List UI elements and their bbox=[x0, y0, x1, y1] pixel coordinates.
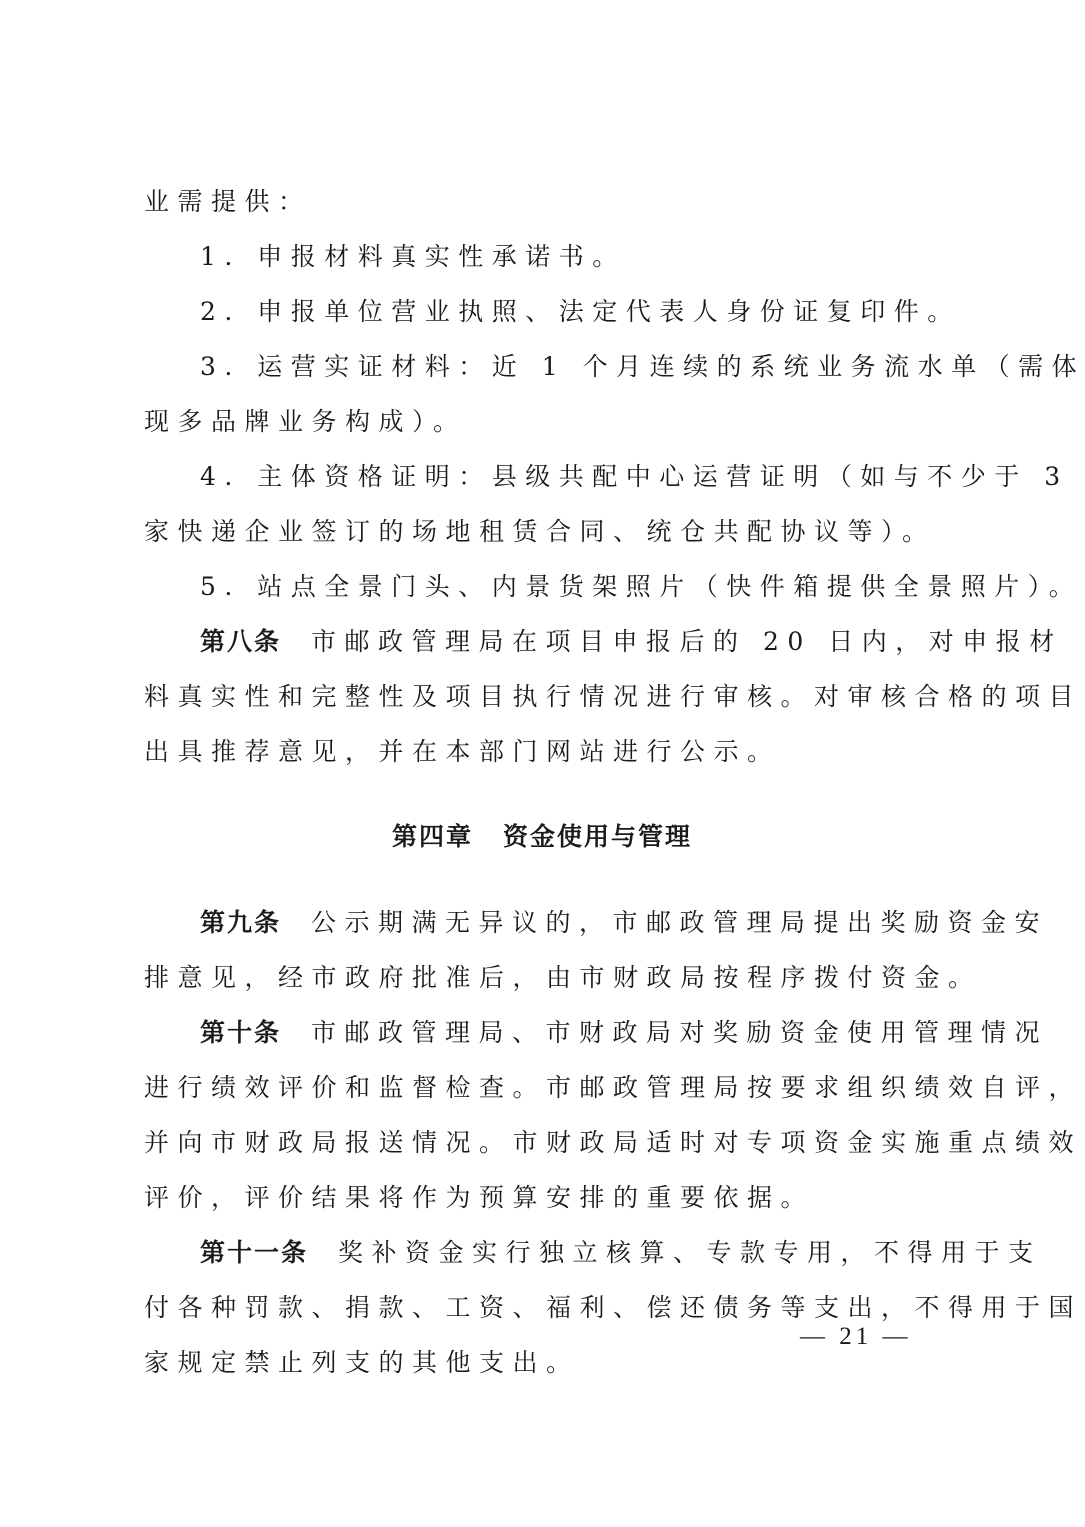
list-item-1: 1. 申报材料真实性承诺书。 bbox=[200, 242, 626, 271]
article-9-line-2: 排意见，经市政府批准后，由市财政局按程序拨付资金。 bbox=[144, 963, 982, 992]
article-10-line-3: 并向市财政局报送情况。市财政局适时对专项资金实施重点绩效 bbox=[144, 1128, 1083, 1157]
article-11-label: 第十一条 bbox=[200, 1238, 309, 1267]
article-9-line-1 bbox=[144, 895, 1049, 950]
article-11-text-1: 奖补资金实行独立核算、专款专用，不得用于支 bbox=[338, 1238, 1042, 1267]
article-8-line-1 bbox=[144, 614, 1063, 669]
article-11-line-2: 付各种罚款、捐款、工资、福利、偿还债务等支出，不得用于国 bbox=[144, 1293, 1083, 1322]
article-8-label: 第八条 bbox=[200, 627, 282, 656]
chapter-number: 第四章 bbox=[391, 822, 473, 851]
article-11-line-3: 家规定禁止列支的其他支出。 bbox=[144, 1348, 580, 1377]
list-item-3-line-1: 3. 运营实证材料：近 1 个月连续的系统业务流水单（需体 bbox=[200, 352, 1085, 381]
document-body bbox=[144, 174, 1085, 1390]
article-11-line-1 bbox=[144, 1225, 1042, 1280]
list-item-2: 2. 申报单位营业执照、法定代表人身份证复印件。 bbox=[200, 297, 961, 326]
list-item-5: 5. 站点全景门头、内景货架照片（快件箱提供全景照片）。 bbox=[200, 572, 1083, 601]
article-9-text-1: 公示期满无异议的，市邮政管理局提出奖励资金安 bbox=[311, 908, 1049, 937]
article-8-text-1: 市邮政管理局在项目申报后的 20 日内，对申报材 bbox=[311, 627, 1063, 656]
chapter-heading bbox=[144, 779, 940, 895]
article-10-label: 第十条 bbox=[200, 1018, 282, 1047]
article-8-line-3: 出具推荐意见，并在本部门网站进行公示。 bbox=[144, 737, 781, 766]
article-10-text-1: 市邮政管理局、市财政局对奖励资金使用管理情况 bbox=[311, 1018, 1049, 1047]
intro-line: 业需提供： bbox=[144, 187, 312, 216]
page-number: — 21 — bbox=[800, 1323, 912, 1350]
article-10-line-1 bbox=[144, 1005, 1049, 1060]
list-item-4-line-2: 家快递企业签订的场地租赁合同、统仓共配协议等）。 bbox=[144, 517, 936, 546]
chapter-title: 资金使用与管理 bbox=[503, 822, 693, 851]
article-9-label: 第九条 bbox=[200, 908, 282, 937]
article-8-line-2: 料真实性和完整性及项目执行情况进行审核。对审核合格的项目 bbox=[144, 682, 1083, 711]
list-item-4-line-1: 4. 主体资格证明：县级共配中心运营证明（如与不少于 3 bbox=[200, 462, 1069, 491]
list-item-3-line-2: 现多品牌业务构成）。 bbox=[144, 407, 467, 436]
article-10-line-4: 评价，评价结果将作为预算安排的重要依据。 bbox=[144, 1183, 815, 1212]
article-10-line-2: 进行绩效评价和监督检查。市邮政管理局按要求组织绩效自评， bbox=[144, 1073, 1083, 1102]
